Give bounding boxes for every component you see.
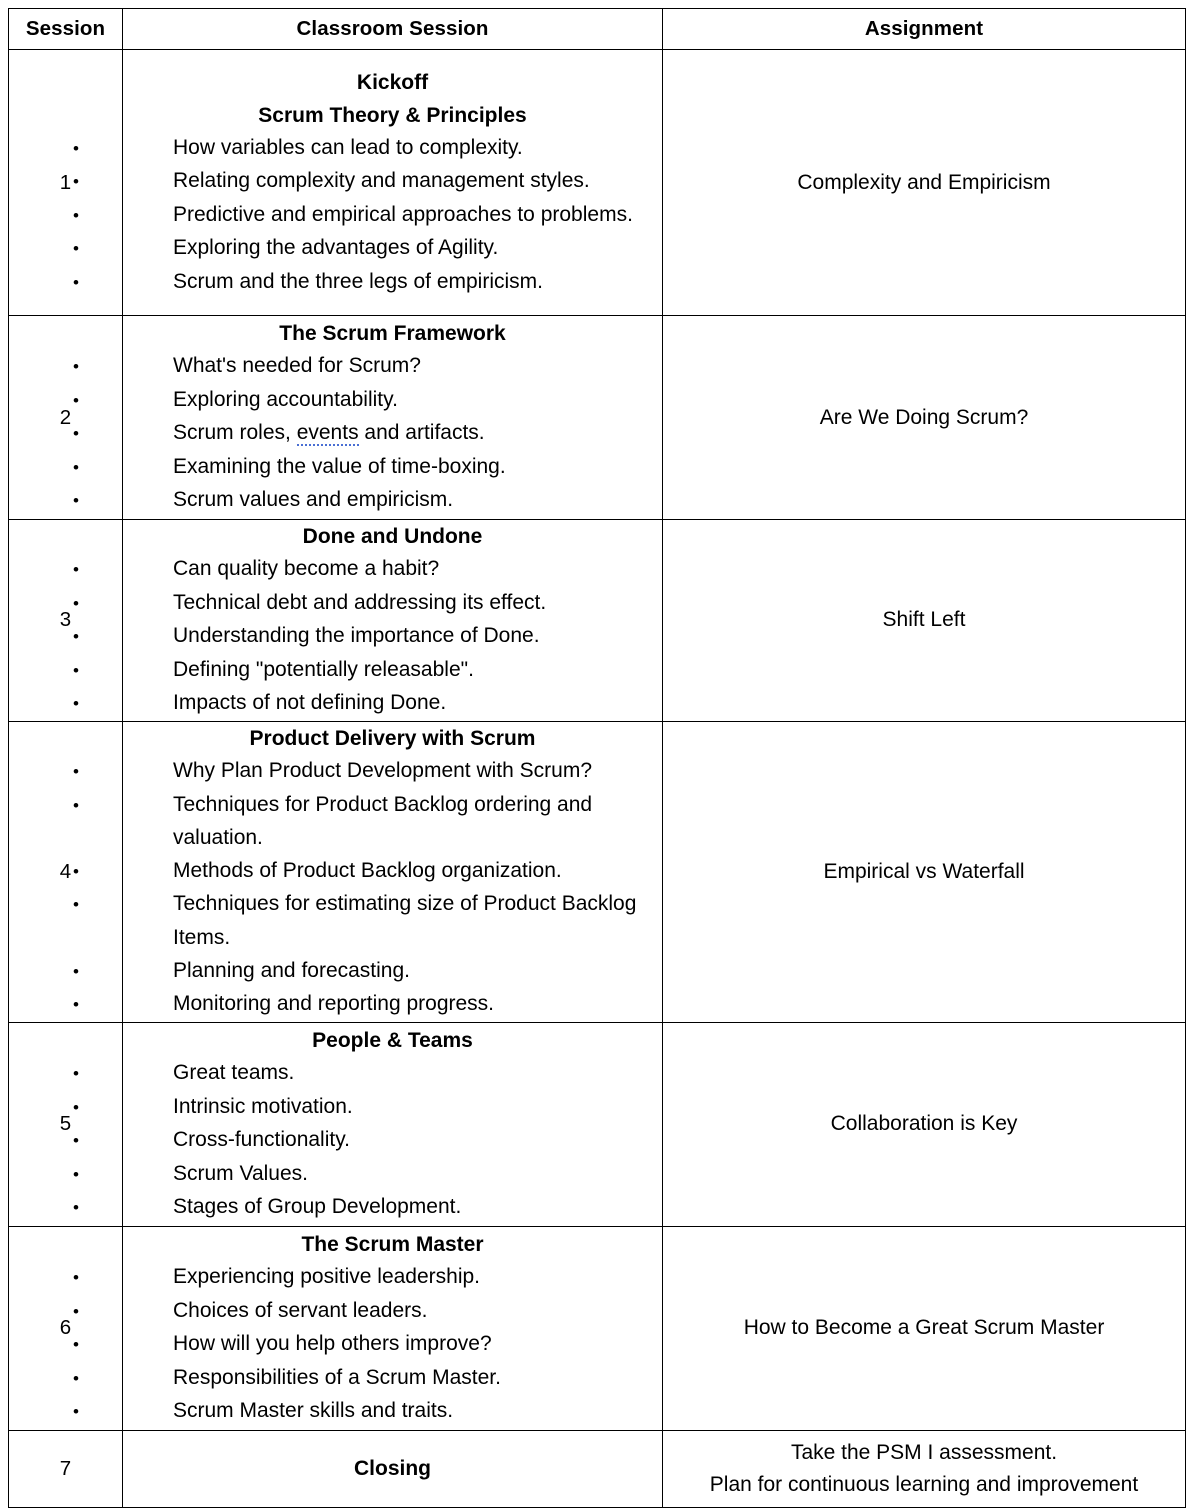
topic-list-item <box>8 955 662 989</box>
table-row <box>9 520 1186 722</box>
assignment-text: Collaboration is Key <box>830 1112 1018 1136</box>
spellcheck-underlined-word: events <box>296 421 359 445</box>
bullet-icon: • <box>73 1164 79 1184</box>
bullet-icon: • <box>73 861 79 881</box>
session-title: People & Teams <box>312 1028 473 1052</box>
bullet-icon: • <box>73 961 79 981</box>
topic-list-item <box>8 350 662 384</box>
topic-text: Technical debt and addressing its effect. <box>173 590 547 614</box>
bullet-icon: • <box>73 1301 79 1321</box>
session-title: The Scrum Framework <box>279 322 506 346</box>
bullet-icon: • <box>73 762 79 782</box>
session-number-cell: 3 <box>9 520 123 722</box>
bullet-icon: • <box>73 1198 79 1218</box>
topic-list-item <box>8 165 662 199</box>
session-number-cell: 7 <box>9 1430 123 1507</box>
topic-list-item <box>8 855 662 889</box>
topic-list-item <box>8 1261 662 1295</box>
topic-text: Can quality become a habit? <box>173 557 440 580</box>
bullet-icon: • <box>73 1368 79 1388</box>
topic-list-item <box>8 1158 662 1192</box>
table-row <box>9 1022 1186 1226</box>
topic-list-item <box>8 789 662 855</box>
session-title: Closing <box>354 1456 431 1480</box>
topic-text: Experiencing positive leadership. <box>173 1264 481 1288</box>
assignment-text: Are We Doing Scrum? <box>819 405 1029 429</box>
table-header-row <box>9 9 1186 50</box>
classroom-session-cell <box>73 520 663 722</box>
topic-text: How will you help others improve? <box>173 1332 492 1356</box>
classroom-session-cell <box>123 1430 663 1507</box>
topic-list-item <box>8 620 662 654</box>
topic-text: Monitoring and reporting progress. <box>173 992 495 1016</box>
bullet-icon: • <box>73 627 79 647</box>
table-header <box>9 9 1186 50</box>
column-header-session: Session <box>9 9 123 50</box>
topic-text: Predictive and empirical approaches to problems. <box>173 202 633 226</box>
topic-text: Impacts of not defining Done. <box>173 691 447 715</box>
topic-text: Why Plan Product Development with Scrum? <box>173 759 593 783</box>
topic-list-item <box>8 199 662 233</box>
bullet-icon: • <box>73 1335 79 1355</box>
course-schedule-table <box>8 8 1186 1508</box>
bullet-icon: • <box>73 1267 79 1287</box>
topic-text: Scrum Master skills and traits. <box>173 1399 454 1423</box>
assignment-cell <box>663 1022 1186 1226</box>
bullet-icon: • <box>73 239 79 259</box>
classroom-session-cell <box>73 1226 663 1430</box>
topic-list-item <box>8 1328 662 1362</box>
bullet-icon: • <box>73 457 79 477</box>
topic-list-item <box>8 755 662 789</box>
bullet-icon: • <box>73 795 79 815</box>
topic-text: Techniques for Product Backlog ordering and valuation. <box>173 792 593 850</box>
topic-text: Examining the value of time-boxing. <box>173 454 506 478</box>
topic-text: Defining "potentially releasable". <box>173 657 474 681</box>
topic-text: How variables can lead to complexity. <box>173 135 523 159</box>
topic-text: Choices of servant leaders. <box>173 1298 428 1322</box>
session-number-cell: 4 <box>9 721 123 1022</box>
classroom-session-cell <box>73 721 663 1022</box>
assignment-cell <box>663 520 1186 722</box>
bullet-icon: • <box>73 1063 79 1083</box>
classroom-session-cell <box>73 316 663 520</box>
session-title: The Scrum Master <box>301 1232 484 1256</box>
table-row <box>9 316 1186 520</box>
bullet-icon: • <box>73 390 79 410</box>
session-number-cell: 5 <box>9 1022 123 1226</box>
session-title: Done and Undone <box>302 525 483 548</box>
topic-list <box>73 755 662 1022</box>
topic-text: Exploring accountability. <box>173 387 398 411</box>
topic-list-item <box>8 654 662 688</box>
topic-list <box>73 350 662 518</box>
bullet-icon: • <box>73 560 79 579</box>
topic-list-item <box>8 384 662 418</box>
topic-list <box>73 553 662 721</box>
column-header-classroom-session: Classroom Session <box>123 9 663 50</box>
assignment-cell <box>663 1226 1186 1430</box>
topic-list-item <box>8 484 662 518</box>
topic-list <box>73 1057 662 1225</box>
bullet-icon: • <box>73 1402 79 1422</box>
bullet-icon: • <box>73 660 79 680</box>
session-title: Kickoff <box>356 70 429 94</box>
bullet-icon: • <box>73 491 79 511</box>
bullet-icon: • <box>73 1131 79 1151</box>
bullet-icon: • <box>73 1097 79 1117</box>
topic-list-item <box>8 888 662 954</box>
classroom-session-cell <box>73 1022 663 1226</box>
topic-list-item <box>8 1091 662 1125</box>
topic-text: Scrum Values. <box>173 1161 308 1185</box>
column-header-assignment: Assignment <box>663 9 1186 50</box>
topic-text: Scrum values and empiricism. <box>173 488 454 512</box>
assignment-cell <box>663 50 1186 316</box>
bullet-icon: • <box>73 995 79 1015</box>
bullet-icon: • <box>73 424 79 444</box>
topic-text: Techniques for estimating size of Product Backlog Items. <box>173 892 637 950</box>
table-row <box>9 50 1186 316</box>
topic-list-item <box>8 451 662 485</box>
bullet-icon: • <box>73 694 79 714</box>
topic-text: Stages of Group Development. <box>173 1195 462 1219</box>
table-row <box>9 1430 1186 1507</box>
bullet-icon: • <box>73 272 79 292</box>
topic-list-item <box>8 1395 662 1429</box>
topic-text: Planning and forecasting. <box>173 958 410 982</box>
assignment-cell <box>663 1430 1186 1507</box>
assignment-text: Complexity and Empiricism <box>797 170 1051 194</box>
assignment-text: How to Become a Great Scrum Master <box>743 1316 1105 1340</box>
topic-list-item <box>8 266 662 300</box>
topic-list-item <box>8 687 662 721</box>
assignment-text: Take the PSM I assessment. <box>790 1440 1058 1464</box>
topic-list <box>73 1261 662 1429</box>
session-number-cell: 6 <box>9 1226 123 1430</box>
session-number-cell: 1 <box>9 50 123 316</box>
assignment-cell <box>663 721 1186 1022</box>
topic-text: What's needed for Scrum? <box>173 354 421 378</box>
topic-list <box>73 132 662 300</box>
session-title: Scrum Theory & Principles <box>258 103 527 127</box>
topic-text: Exploring the advantages of Agility. <box>173 236 499 260</box>
assignment-text: Plan for continuous learning and improvement <box>709 1472 1139 1496</box>
bullet-icon: • <box>73 205 79 225</box>
bullet-icon: • <box>73 138 79 158</box>
table-row <box>9 721 1186 1022</box>
bullet-icon: • <box>73 895 79 915</box>
topic-list-item <box>8 1191 662 1225</box>
topic-text: Methods of Product Backlog organization. <box>173 858 562 882</box>
topic-text: Scrum and the three legs of empiricism. <box>173 269 543 293</box>
topic-text: Understanding the importance of Done. <box>173 624 540 648</box>
topic-text: Responsibilities of a Scrum Master. <box>173 1365 501 1389</box>
session-title: Product Delivery with Scrum <box>249 727 536 751</box>
topic-list-item <box>8 417 662 451</box>
topic-list-item <box>8 988 662 1022</box>
topic-list-item <box>8 1295 662 1329</box>
topic-list-item <box>8 232 662 266</box>
table-row <box>9 1226 1186 1430</box>
topic-list-item <box>8 587 662 621</box>
topic-text: Scrum roles, events and artifacts. <box>173 421 485 445</box>
topic-list-item <box>8 553 662 587</box>
assignment-text: Shift Left <box>882 608 966 632</box>
classroom-session-cell <box>73 50 663 316</box>
topic-list-item <box>8 1124 662 1158</box>
table-body <box>9 50 1186 1508</box>
bullet-icon: • <box>73 357 79 377</box>
topic-list-item <box>8 132 662 166</box>
topic-text: Cross-functionality. <box>173 1128 351 1152</box>
topic-text: Great teams. <box>173 1060 295 1084</box>
bullet-icon: • <box>73 172 79 192</box>
topic-list-item <box>8 1057 662 1091</box>
assignment-text: Empirical vs Waterfall <box>823 859 1025 883</box>
bullet-icon: • <box>73 593 79 613</box>
session-number-cell: 2 <box>9 316 123 520</box>
topic-list-item <box>8 1362 662 1396</box>
topic-text: Intrinsic motivation. <box>173 1094 353 1118</box>
assignment-cell <box>663 316 1186 520</box>
topic-text: Relating complexity and management styles. <box>173 169 590 193</box>
